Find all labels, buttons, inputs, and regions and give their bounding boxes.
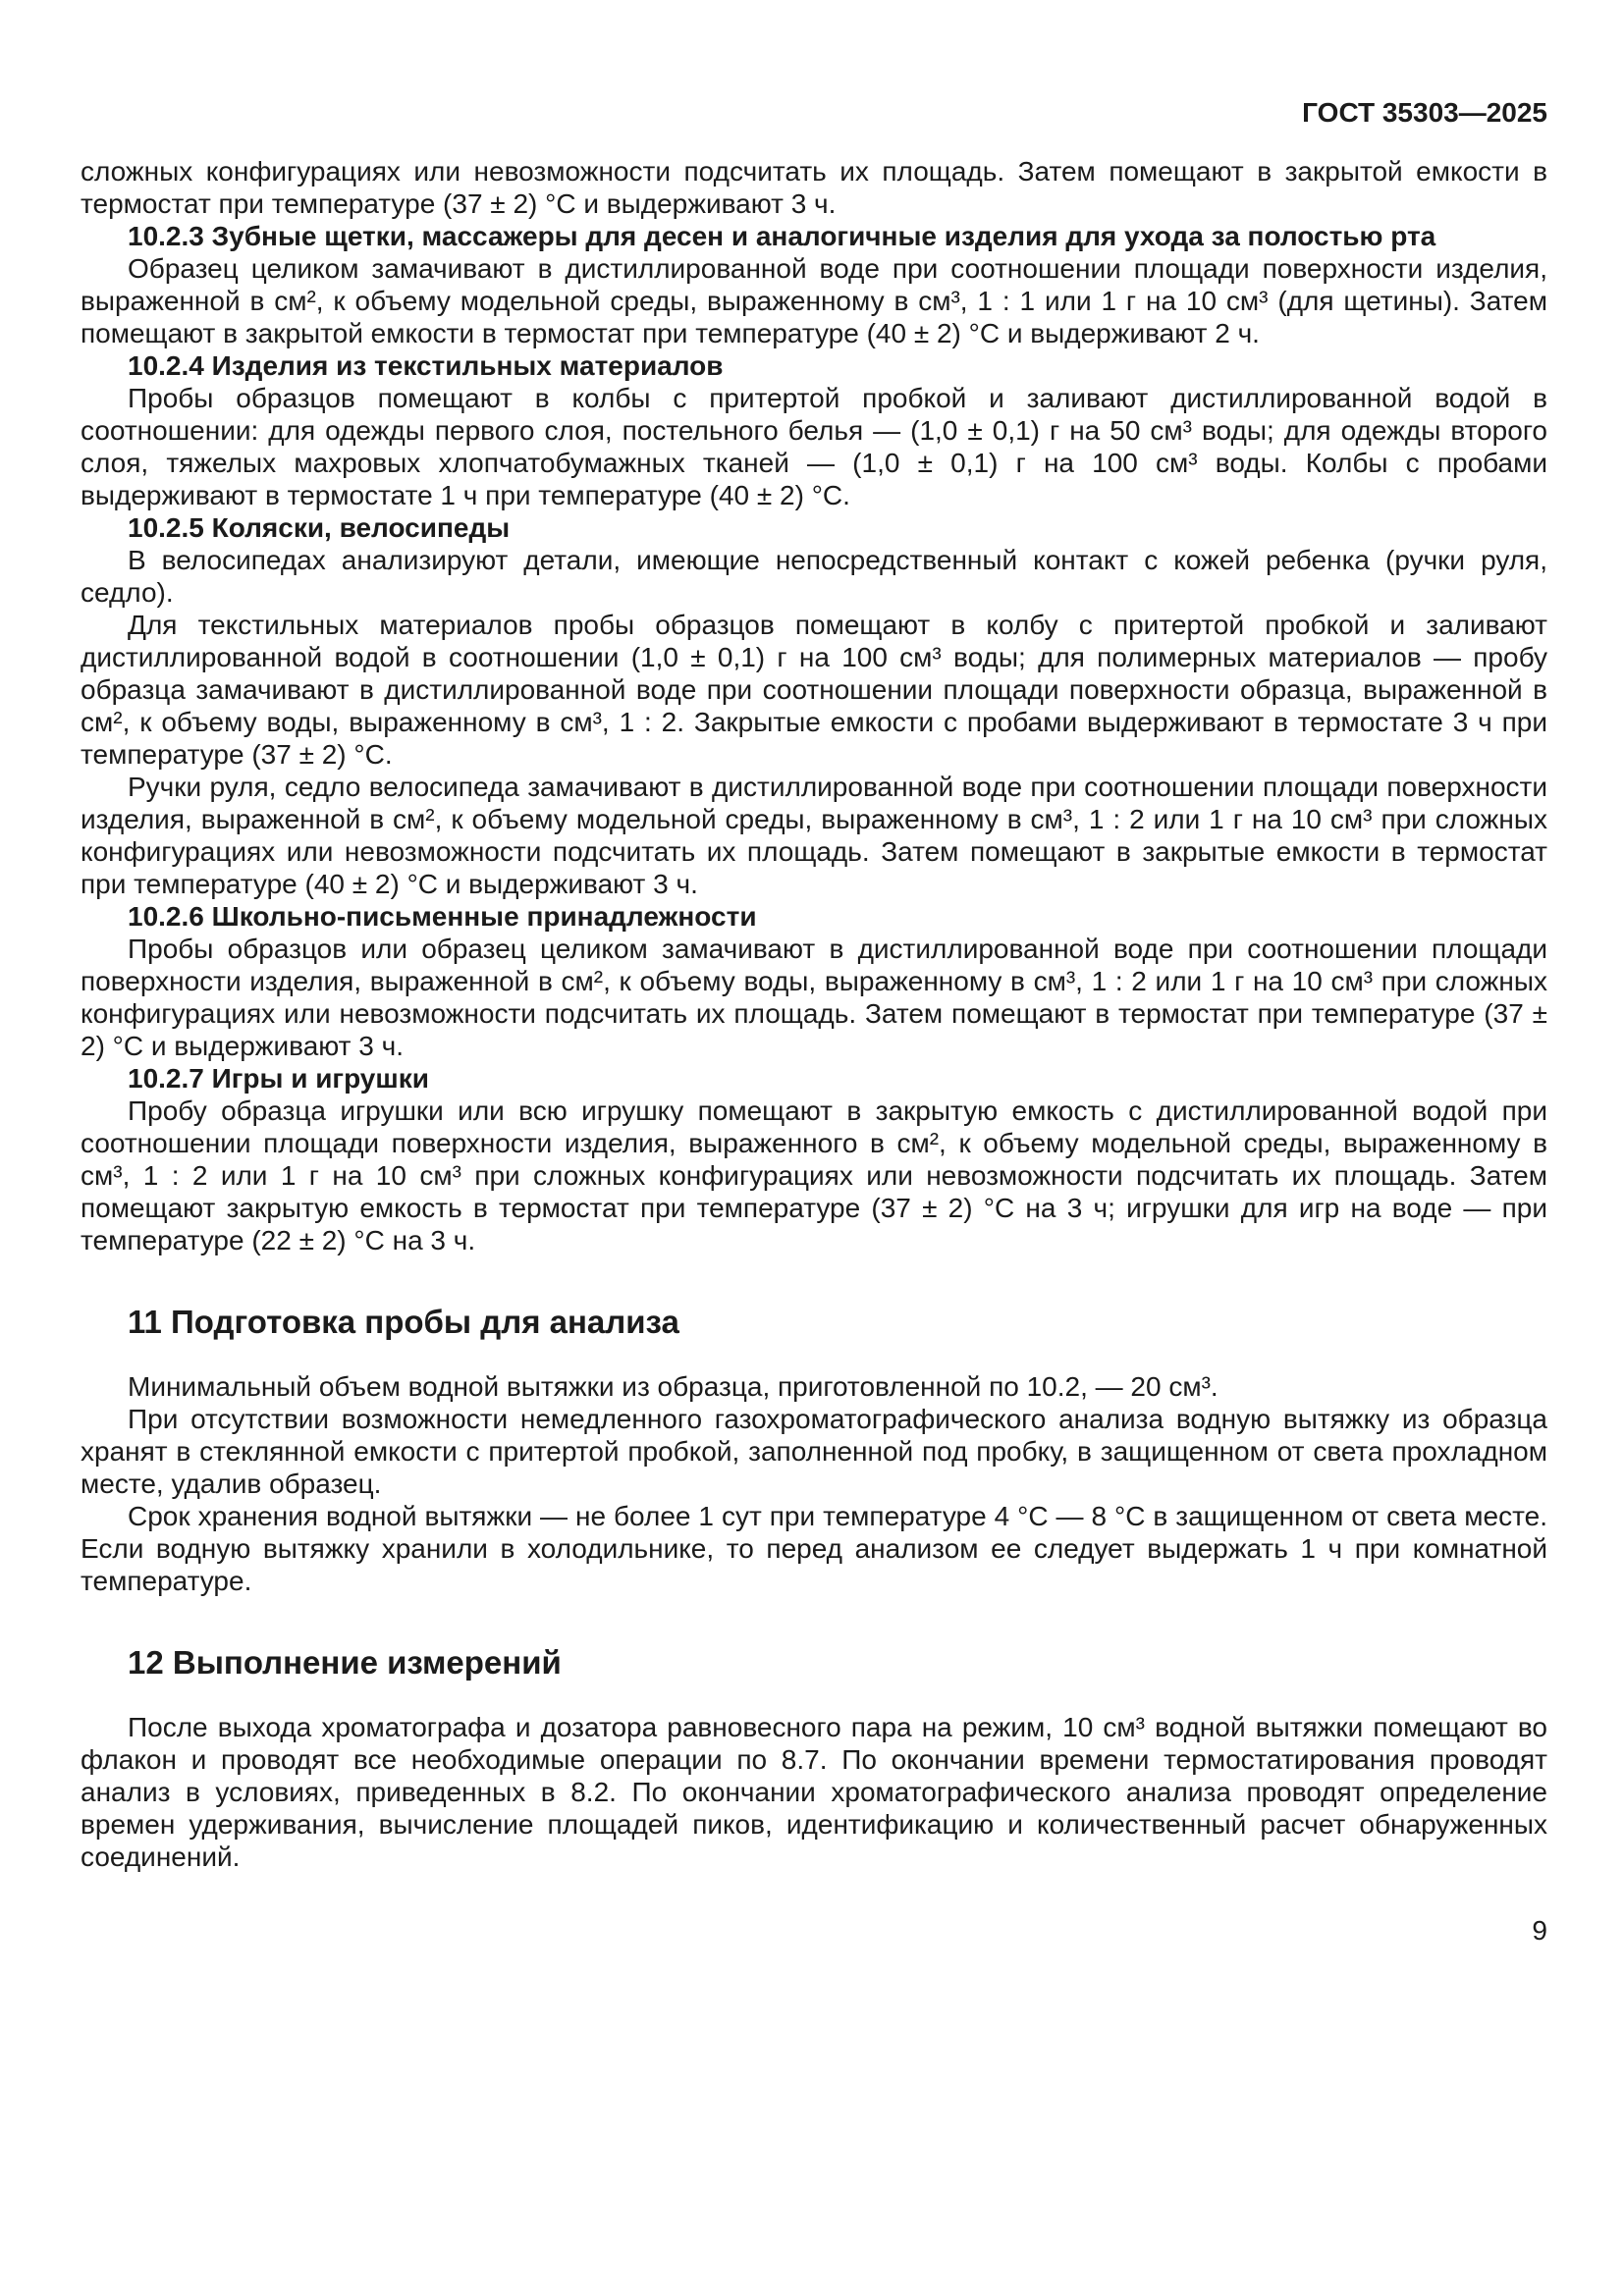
paragraph: Пробы образцов или образец целиком замачивают в дистиллированной воде при соотношении площади поверхности изделия, выраженной в см², к объему воды, выраженному в см³, 1 : 2 или 1 г на 10 см³ при сложных конфигурациях или невозможности подсчитать их площадь. Затем помещают в термостат при температуре (37 ± 2) °С и выдерживают 3 ч.	[81, 933, 1547, 1061]
paragraph: В велосипедах анализируют детали, имеющие непосредственный контакт с кожей ребенка (ручки руля, седло).	[81, 544, 1547, 608]
page-number: 9	[1532, 1914, 1547, 1946]
subsection-heading-10-2-5: 10.2.5 Коляски, велосипеды	[128, 511, 511, 543]
paragraph: Пробу образца игрушки или всю игрушку помещают в закрытую емкость с дистиллированной водой при соотношении площади поверхности изделия, выраженного в см², к объему модельной среды, выраженному в см³, 1 : 2 или 1 г на 10 см³ при сложных конфигурациях или невозможности подсчитать их площадь. Затем помещают закрытую емкость в термостат при температуре (37 ± 2) °С на 3 ч; игрушки для игр на воде — при температуре (22 ± 2) °С на 3 ч.	[81, 1095, 1547, 1255]
paragraph: После выхода хроматографа и дозатора равновесного пара на режим, 10 см³ водной вытяжки помещают во флакон и проводят все необходимые операции по 8.7. По окончании времени термостатирования проводят анализ в условиях, приведенных в 8.2. По окончании хроматографического анализа проводят определение времен удерживания, вычисление площадей пиков, идентификацию и количественный расчет обнаруженных соединений.	[81, 1711, 1547, 1872]
subsection-heading-10-2-7: 10.2.7 Игры и игрушки	[128, 1062, 429, 1094]
running-header	[81, 96, 1547, 130]
paragraph-continuation: сложных конфигурациях или невозможности подсчитать их площадь. Затем помещают в закрытой емкости в термостат при температуре (37 ± 2) °С и выдерживают 3 ч.	[81, 155, 1547, 219]
subsection-heading-10-2-6: 10.2.6 Школьно-письменные принадлежности	[128, 900, 757, 932]
document-number: ГОСТ 35303—2025	[1302, 97, 1547, 128]
section-heading-11: 11 Подготовка пробы для анализа	[128, 1303, 679, 1340]
document-body	[81, 155, 1547, 1873]
paragraph: Образец целиком замачивают в дистиллированной воде при соотношении площади поверхности изделия, выраженной в см², к объему модельной среды, выраженному в см³, 1 : 1 или 1 г на 10 см³ (для щетины). Затем помещают в закрытой емкости в термостат при температуре (40 ± 2) °С и выдерживают 2 ч.	[81, 252, 1547, 348]
subsection-heading-10-2-3: 10.2.3 Зубные щетки, массажеры для десен и аналогичные изделия для ухода за полостью рта	[128, 220, 1436, 251]
paragraph: Ручки руля, седло велосипеда замачивают в дистиллированной воде при соотношении площади поверхности изделия, выраженной в см², к объему модельной среды, выраженному в см³, 1 : 2 или 1 г на 10 см³ при сложных конфигурациях или невозможности подсчитать их площадь. Затем помещают в закрытые емкости в термостат при температуре (40 ± 2) °С и выдерживают 3 ч.	[81, 771, 1547, 899]
section-heading-12: 12 Выполнение измерений	[128, 1643, 562, 1681]
subsection-heading-10-2-4: 10.2.4 Изделия из текстильных материалов	[128, 349, 724, 381]
paragraph: Минимальный объем водной вытяжки из образца, приготовленной по 10.2, — 20 см³.	[128, 1370, 1218, 1402]
paragraph: При отсутствии возможности немедленного газохроматографического анализа водную вытяжку из образца хранят в стеклянной емкости с притертой пробкой, заполненной под пробку, в защищенном от света прохладном месте, удалив образец.	[81, 1403, 1547, 1499]
paragraph: Пробы образцов помещают в колбы с притертой пробкой и заливают дистиллированной водой в соотношении: для одежды первого слоя, постельного белья — (1,0 ± 0,1) г на 50 см³ воды; для одежды второго слоя, тяжелых махровых хлопчатобумажных тканей — (1,0 ± 0,1) г на 100 см³ воды. Колбы с пробами выдерживают в термостате 1 ч при температуре (40 ± 2) °С.	[81, 382, 1547, 510]
paragraph: Срок хранения водной вытяжки — не более 1 сут при температуре 4 °С — 8 °С в защищенном от света месте. Если водную вытяжку хранили в холодильнике, то перед анализом ее следует выдержать 1 ч при комнатной температуре.	[81, 1500, 1547, 1596]
paragraph: Для текстильных материалов пробы образцов помещают в колбу с притертой пробкой и заливают дистиллированной водой в соотношении (1,0 ± 0,1) г на 100 см³ воды; для полимерных материалов — пробу образца замачивают в дистиллированной воде при соотношении площади поверхности образца, выраженной в см², к объему воды, выраженному в см³, 1 : 2. Закрытые емкости с пробами выдерживают в термостате 3 ч при температуре (37 ± 2) °С.	[81, 609, 1547, 770]
